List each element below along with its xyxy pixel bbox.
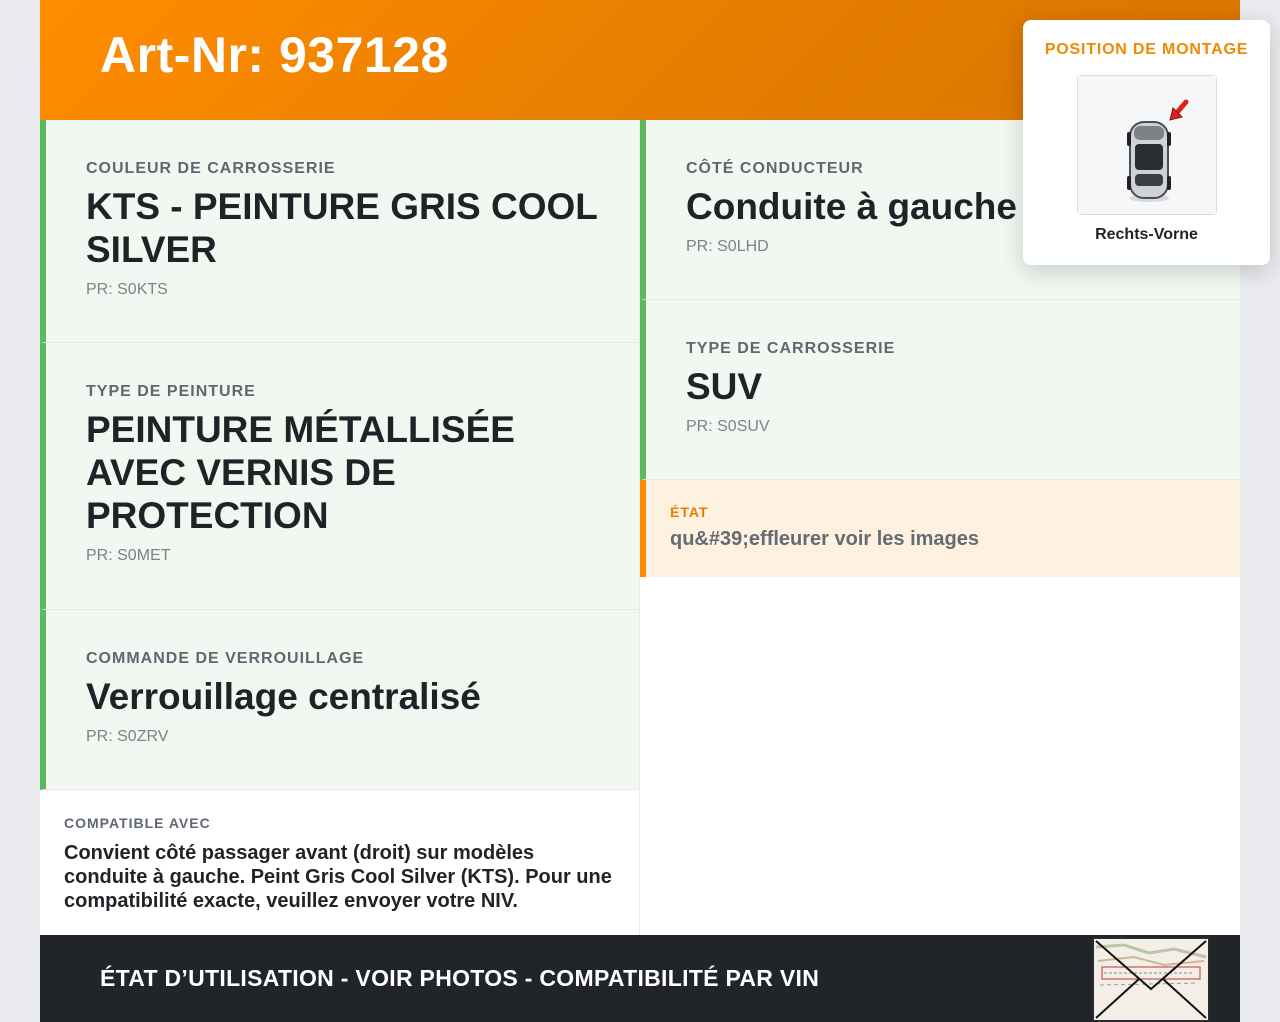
mounting-title: POSITION DE MONTAGE [1044, 41, 1249, 58]
card-body-color [40, 120, 640, 343]
compatibility-text: Convient côté passager avant (droit) sur modèles conduite à gauche. Peint Gris Cool Silver (KTS). Pour une compatibilité exacte, veuillez envoyer votre NIV. [64, 842, 612, 912]
card-value: Verrouillage centralisé [86, 676, 481, 717]
card-value: SUV [686, 366, 763, 407]
card-value: Conduite à gauche [686, 186, 1017, 227]
condition-box [640, 480, 1240, 577]
card-label: COMMANDE DE VERROUILLAGE [86, 650, 365, 667]
card-pr-code: PR: S0MET [86, 547, 171, 564]
car-top-view-icon [1077, 75, 1217, 215]
card-value: KTS - PEINTURE GRIS COOL SILVER [86, 186, 598, 270]
article-number: Art-Nr: 937128 [100, 27, 449, 83]
condition-label: ÉTAT [670, 504, 709, 520]
card-pr-code: PR: S0SUV [686, 418, 770, 435]
document-thumbnail-icon[interactable] [1092, 937, 1210, 1022]
card-label: COULEUR DE CARROSSERIE [86, 160, 336, 177]
left-column [40, 120, 640, 790]
card-label: CÔTÉ CONDUCTEUR [686, 160, 864, 177]
card-value: PEINTURE MÉTALLISÉE AVEC VERNIS DE PROTECTION [86, 409, 515, 536]
card-pr-code: PR: S0LHD [686, 238, 769, 255]
card-pr-code: PR: S0ZRV [86, 728, 169, 745]
footer-text: ÉTAT D’UTILISATION - VOIR PHOTOS - COMPATIBILITÉ PAR VIN [100, 965, 820, 991]
card-label: TYPE DE PEINTURE [86, 383, 256, 400]
card-body-type [640, 300, 1240, 480]
card-locking [40, 610, 640, 790]
card-paint-type [40, 343, 640, 610]
compatibility-label: COMPATIBLE AVEC [64, 815, 211, 831]
mounting-caption: Rechts-Vorne [1095, 226, 1198, 243]
footer-bar [40, 935, 1240, 1022]
card-pr-code: PR: S0KTS [86, 281, 168, 298]
product-sheet [40, 0, 1249, 1022]
mounting-position-popup [1023, 20, 1270, 265]
compatibility-box [40, 790, 640, 935]
condition-text: qu&#39;effleurer voir les images [670, 528, 980, 550]
card-label: TYPE DE CARROSSERIE [686, 340, 896, 357]
